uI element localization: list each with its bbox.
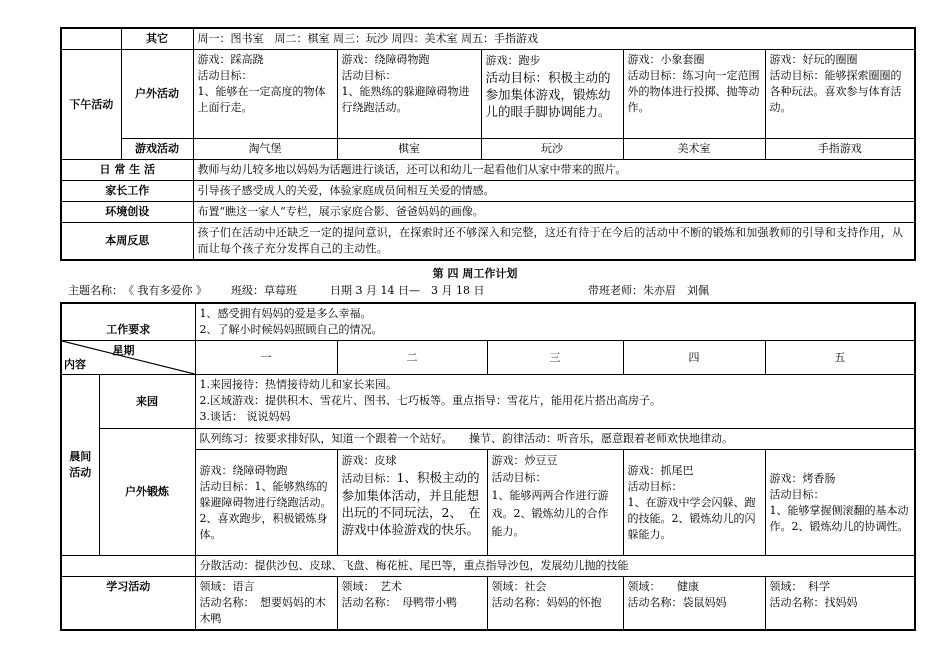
daily-text: 教师与幼儿较多地以妈妈为话题进行谈话，还可以和幼儿一起看他们从家中带来的照片。 [193,160,915,181]
theme-name: 主题名称： 《 我有多爱你 》 [68,284,207,297]
other-label: 其它 [121,28,193,50]
game-name: 游戏：好玩的圈圈 [769,53,858,66]
weekday-wed: 三 [487,341,623,375]
requirements-text [195,303,915,341]
study-domain: 领域：语言 [199,580,255,593]
other-text: 周一：图书室 周二：棋室 周三：玩沙 周四：美术室 周五：手指游戏 [193,28,915,50]
weekday-tue: 二 [337,341,487,375]
game-name: 游戏：绕障碍物跑 [199,463,288,477]
afternoon-plan-table [60,27,916,261]
goal-label: 活动目标： [341,69,397,82]
exercise-cell-wed [487,450,623,556]
outdoor-cell-thu [623,50,765,139]
weekday-thu: 四 [623,341,765,375]
goal-label: 活动目标： [197,69,253,82]
outdoor-cell-tue [337,50,481,139]
study-domain: 领域： 健康 [627,580,699,593]
daily-label: 日 常 生 活 [61,160,193,181]
goal-label: 活动目标： [627,69,683,82]
goal-label: 活动目标： [199,479,255,493]
study-cell-tue [337,577,487,631]
goal-text: 1、能够熟练的躲避障碍物进行绕跑活动。2、喜欢跑步，积极锻炼身体。 [199,479,332,541]
week-plan-table [60,302,916,631]
arrival-item: 1.来园接待：热情接待幼儿和家长来园。 [199,378,397,391]
environment-text: 布置“瞧这一家人”专栏，展示家庭合影、爸爸妈妈的画像。 [193,202,915,223]
study-cell-wed [487,577,623,631]
goal-label: 活动目标： [769,69,825,82]
goal-label: 活动目标： [627,479,683,493]
reflection-label: 本周反思 [61,223,193,261]
goal-label: 活动目标： [485,70,549,85]
play-cell-thu: 美术室 [623,139,765,160]
weekday-mon: 一 [195,341,337,375]
goal-label: 活动目标： [769,487,825,501]
play-cell-mon: 淘气堡 [193,139,337,160]
goal-label: 活动目标： [491,471,547,484]
game-name: 游戏：皮球 [341,454,397,467]
teacher-names: 带班老师：朱亦眉 刘佩 [588,284,709,297]
play-cell-tue: 棋室 [337,139,481,160]
study-domain: 领域： 科学 [769,580,830,593]
exercise-cell-thu [623,450,765,556]
goal-text: 1、能够掌握侧滚翻的基本动作。2、锻炼幼儿的协调性。 [769,503,909,533]
study-name: 活动名称：妈妈的怀抱 [491,596,602,609]
arrival-text [195,375,915,429]
content-label: 内容 [64,358,86,371]
game-name: 游戏：绕障碍物跑 [341,53,430,66]
goal-text: 积极主动的参加集体游戏，锻炼幼儿的眼手脚协调能力。 [485,70,611,119]
weekday-content-header [61,341,195,375]
game-name: 游戏：小象套圈 [627,53,705,66]
morning-label: 晨间活动 [61,375,99,556]
study-cell-thu [623,577,765,631]
game-name: 游戏：烤香肠 [769,471,836,485]
game-name: 游戏：踩高跷 [197,53,264,66]
parent-text: 引导孩子感受成人的关爱，体验家庭成员间相互关爱的情感。 [193,181,915,202]
outdoor-cell-mon [193,50,337,139]
scatter-spacer [61,556,195,577]
game-name: 游戏：炒豆豆 [491,454,558,467]
study-name: 活动名称： 想要妈妈的木木鸭 [199,596,326,625]
goal-label: 活动目标： [341,472,397,485]
study-domain: 领域： 艺术 [341,580,402,593]
study-name: 活动名称：袋鼠妈妈 [627,596,727,609]
requirement-item: 2、了解小时候妈妈照顾自己的情况。 [199,323,383,336]
week-plan-title: 第 四 周工作计划 [432,267,518,280]
queue-text: 队列练习：按要求排好队，知道一个跟着一个站好。 操节、韵律活动：听音乐，愿意跟着老师欢快地律动。 [195,429,915,450]
game-name: 游戏：跑步 [485,54,541,67]
outdoor-cell-wed [481,50,623,139]
goal-text: 1、在游戏中学会闪躲、跑的技能。2、锻炼幼儿的闪躲能力。 [627,495,756,541]
play-cell-fri: 手指游戏 [765,139,915,160]
goal-text: 练习向一定范围外的物体进行投掷、抛等动作。 [627,69,760,114]
class-name: 班级：草莓班 [231,284,297,297]
exercise-cell-mon [195,450,337,556]
study-name: 活动名称： 母鸭带小鸭 [341,596,457,609]
blank-cell [61,28,121,50]
goal-text: 1、能够在一定高度的物体上面行走。 [197,85,326,114]
goal-text: 1、能熟练的躲避障碍物进行绕跑活动。 [341,85,470,114]
parent-label: 家长工作 [61,181,193,202]
game-name: 游戏：抓尾巴 [627,463,694,477]
weekday-label: 星期 [112,344,135,357]
scatter-text: 分散活动：提供沙包、皮球、飞盘、梅花桩、尾巴等，重点指导沙包，发展幼儿抛的技能 [195,556,915,577]
study-cell-mon [195,577,337,631]
study-name: 活动名称：找妈妈 [769,596,858,609]
outdoor-cell-fri [765,50,915,139]
afternoon-label: 下午活动 [61,50,121,160]
arrival-label: 来园 [99,375,195,429]
arrival-item: 2.区域游戏：提供积木、雪花片、图书、七巧板等。重点指导：雪花片，能用花片搭出高房子。 [199,394,661,407]
date-range: 日期 3 月 14 日— 3 月 18 日 [330,284,485,297]
arrival-item: 3.谈话： 说说妈妈 [199,410,291,423]
study-cell-fri [765,577,915,631]
goal-text: 1、积极主动的参加集体活动，并且能想出玩的不同玩法，2、 在游戏中体验游戏的快乐。 [341,470,481,537]
goal-text: 能够探索圈圈的各种玩法。喜欢参与体育活动。 [769,69,902,114]
goal-text: 1、能够两两合作进行游戏。2、锻炼幼儿的合作能力。 [491,489,609,538]
environment-label: 环境创设 [61,202,193,223]
requirements-label: 工作要求 [61,303,195,341]
reflection-text: 孩子们在活动中还缺乏一定的提问意识，在探索时还不够深入和完整，这还有待于在今后的活动中不断的锻炼和加强教师的引导和支持作用，从而让每个孩子充分发挥自己的主动性。 [193,223,915,261]
play-label: 游戏活动 [121,139,193,160]
exercise-label: 户外锻炼 [99,429,195,556]
weekday-fri: 五 [765,341,915,375]
exercise-cell-fri [765,450,915,556]
requirement-item: 1、感受拥有妈妈的爱是多么幸福。 [199,307,372,320]
study-label: 学习活动 [61,577,195,631]
study-domain: 领域：社会 [491,580,547,593]
play-cell-wed: 玩沙 [481,139,623,160]
exercise-cell-tue [337,450,487,556]
outdoor-label: 户外活动 [121,50,193,139]
